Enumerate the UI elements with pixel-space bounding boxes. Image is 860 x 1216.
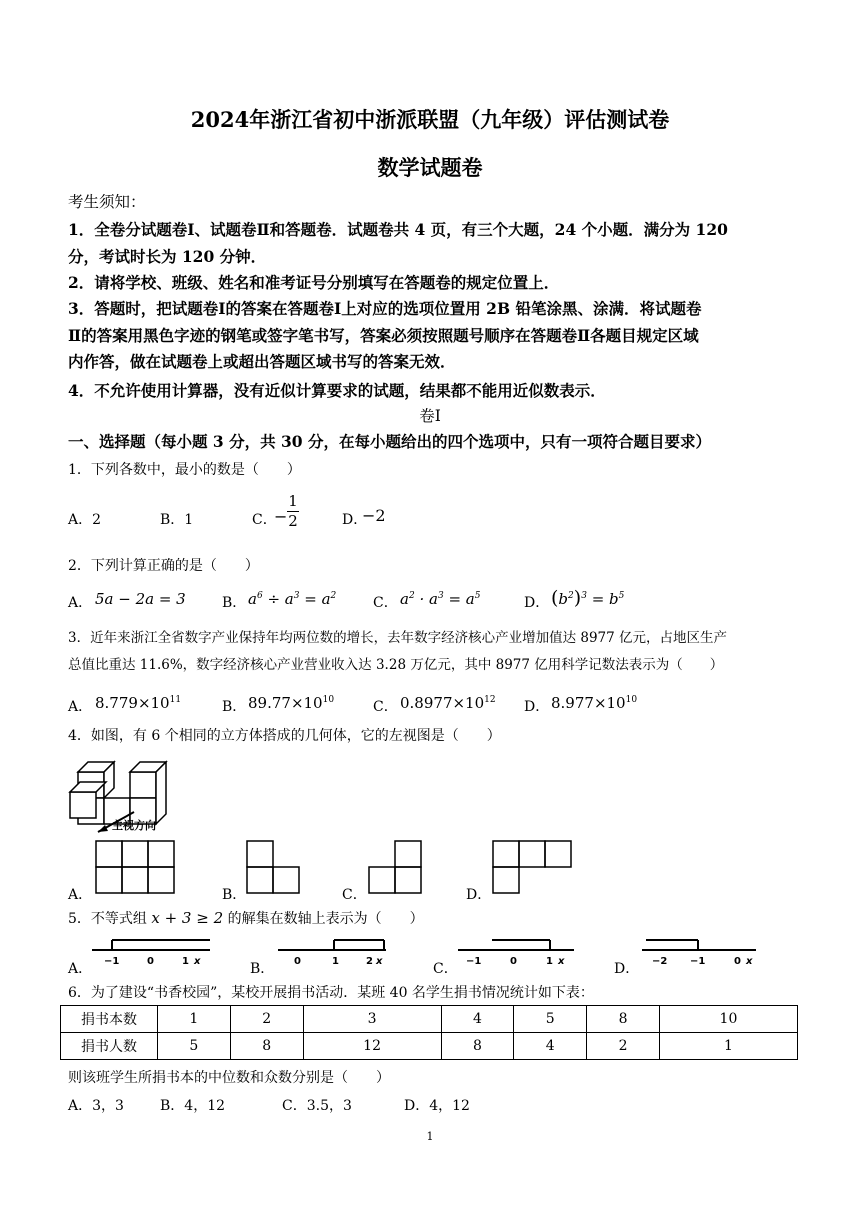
q4-option-a-view xyxy=(95,840,185,896)
table-cell: 4 xyxy=(514,1033,587,1060)
q4-option-c: C． xyxy=(342,887,367,903)
q3-option-a-label: A． xyxy=(68,699,93,715)
q2-option-d-label: D． xyxy=(524,595,550,611)
q4-stem: 4．如图，有 6 个相同的立方体搭成的几何体，它的左视图是（ ） xyxy=(68,728,501,744)
q6-option-d: D．4，12 xyxy=(404,1098,470,1114)
table-cell: 2 xyxy=(587,1033,660,1060)
notice-heading: 考生须知： xyxy=(68,193,146,211)
table-cell: 3 xyxy=(303,1006,441,1033)
table-cell: 8 xyxy=(441,1033,514,1060)
q2-option-c-label: C． xyxy=(373,595,398,611)
q3-option-b-label: B． xyxy=(222,699,247,715)
q6-option-b: B．4，12 xyxy=(160,1098,226,1114)
table-cell: 2 xyxy=(230,1006,303,1033)
q5-option-a-numberline xyxy=(92,934,212,974)
q2-option-d-expr: $(b^2)^3 = b^5$ xyxy=(551,587,625,609)
table-cell: 捐书本数 xyxy=(61,1006,158,1033)
q1-option-d-value: −2 xyxy=(362,506,386,525)
notice-line-5: Ⅱ的答案用黑色字迹的钢笔或签字笔书写，答案必须按照题号顺序在答题卷Ⅱ各题目规定区域 xyxy=(68,326,699,345)
notice-line-1: 1．全卷分试题卷Ⅰ、试题卷Ⅱ和答题卷．试题卷共 4 页，有三个大题，24 个小题．满分为 120 xyxy=(68,220,728,239)
q5-d-tick-2: −1 xyxy=(690,956,706,967)
table-cell: 1 xyxy=(659,1033,797,1060)
notice-line-4: 3．答题时，把试题卷Ⅰ的答案在答题卷Ⅰ上对应的选项位置用 2B 铅笔涂黑、涂满．将试题卷 xyxy=(68,299,702,318)
table-cell: 12 xyxy=(303,1033,441,1060)
q3-option-d-value: $8.977\times 10^{10}$ xyxy=(551,694,638,712)
q3-option-a-value: $8.779\times 10^{11}$ xyxy=(95,694,182,712)
q3-line-1: 3．近年来浙江全省数字产业保持年均两位数的增长，去年数字经济核心产业增加值达 8977 亿元，占地区生产 xyxy=(68,630,728,646)
q5-a-tick-2: 0 xyxy=(147,956,154,967)
q1-c-denominator: 2 xyxy=(288,512,298,530)
q6-stem: 6．为了建设“书香校园”，某校开展捐书活动．某班 40 名学生捐书情况统计如下表： xyxy=(68,985,594,1001)
q3-option-d-label: D． xyxy=(524,699,550,715)
q6-option-a: A．3，3 xyxy=(68,1098,124,1114)
q1-option-c-sign: − xyxy=(274,507,288,526)
q5-b-var: x xyxy=(376,956,383,967)
q5-b-tick-2: 1 xyxy=(332,956,339,967)
q5-c-tick-2: 0 xyxy=(510,956,517,967)
section-heading: 一、选择题（每小题 3 分，共 30 分，在每小题给出的四个选项中，只有一项符合题目要求） xyxy=(68,432,711,451)
q2-option-a-label: A． xyxy=(68,595,93,611)
q5-option-d-numberline xyxy=(642,934,762,974)
q5-d-var: x xyxy=(746,956,753,967)
q5-d-tick-1: −2 xyxy=(652,956,668,967)
notice-line-2: 分，考试时长为 120 分钟． xyxy=(68,247,267,266)
q2-option-b-expr: $a^6 \div a^3 = a^2$ xyxy=(248,590,337,608)
exam-title: 2024年浙江省初中浙派联盟（九年级）评估测试卷 xyxy=(190,107,670,132)
q4-option-a: A． xyxy=(68,887,93,903)
q5-c-tick-3: 1 xyxy=(546,956,553,967)
table-cell: 1 xyxy=(158,1006,231,1033)
exam-subtitle: 数学试题卷 xyxy=(377,155,483,180)
page-number: 1 xyxy=(426,1130,434,1143)
q4-option-d: D． xyxy=(466,887,492,903)
q2-stem: 2．下列计算正确的是（ ） xyxy=(68,558,259,574)
q5-option-d: D． xyxy=(614,961,640,977)
notice-line-6: 内作答，做在试题卷上或超出答题区域书写的答案无效． xyxy=(68,352,456,371)
q1-option-c-fraction xyxy=(287,493,299,530)
q1-option-c-label: C． xyxy=(252,512,277,528)
q3-option-b-value: $89.77\times 10^{10}$ xyxy=(248,694,335,712)
q5-d-tick-3: 0 xyxy=(734,956,741,967)
q5-option-b: B． xyxy=(250,961,275,977)
q1-option-b: B．1 xyxy=(160,512,194,528)
q5-c-tick-1: −1 xyxy=(466,956,482,967)
q2-option-a-expr: 5a − 2a = 3 xyxy=(95,590,186,608)
q1-c-numerator: 1 xyxy=(288,492,298,510)
q4-option-c-view xyxy=(368,840,428,896)
q5-c-var: x xyxy=(558,956,565,967)
q4-option-b: B． xyxy=(222,887,247,903)
q5-a-tick-3: 1 xyxy=(182,956,189,967)
notice-line-3: 2．请将学校、班级、姓名和准考证号分别填写在答题卷的规定位置上． xyxy=(68,273,560,292)
q5-option-c: C． xyxy=(433,961,458,977)
q5-option-b-numberline xyxy=(278,934,398,974)
table-cell: 8 xyxy=(230,1033,303,1060)
table-cell: 8 xyxy=(587,1006,660,1033)
q6-question: 则该班学生所捐书本的中位数和众数分别是（ ） xyxy=(68,1070,390,1086)
table-row xyxy=(61,1033,798,1060)
q1-stem: 1．下列各数中，最小的数是（ ） xyxy=(68,462,301,478)
q3-option-c-label: C． xyxy=(373,699,398,715)
q6-option-c: C．3.5，3 xyxy=(282,1098,352,1114)
q4-option-b-view xyxy=(246,840,306,896)
table-cell: 4 xyxy=(441,1006,514,1033)
q5-b-tick-1: 0 xyxy=(294,956,301,967)
table-cell: 5 xyxy=(514,1006,587,1033)
table-cell: 捐书人数 xyxy=(61,1033,158,1060)
q6-table xyxy=(60,1005,798,1060)
q4-direction-label: 主视方向 xyxy=(112,819,156,832)
table-row xyxy=(61,1006,798,1033)
q3-line-2: 总值比重达 11.6%，数字经济核心产业营业收入达 3.28 万亿元，其中 8977 亿用科学记数法表示为（ ） xyxy=(68,657,724,673)
q5-b-tick-3: 2 xyxy=(366,956,373,967)
table-cell: 10 xyxy=(659,1006,797,1033)
q5-option-a: A． xyxy=(68,961,93,977)
q2-option-c-expr: $a^2 \cdot a^3 = a^5$ xyxy=(400,590,481,608)
q4-option-d-view xyxy=(492,840,576,896)
q5-a-tick-1: −1 xyxy=(104,956,120,967)
table-cell: 5 xyxy=(158,1033,231,1060)
volume-label: 卷Ⅰ xyxy=(419,407,441,425)
q2-option-b-label: B． xyxy=(222,595,247,611)
q5-stem: 5．不等式组 x + 3 ≥ 2 的解集在数轴上表示为（ ） xyxy=(68,909,424,927)
q5-option-c-numberline xyxy=(458,934,578,974)
q5-a-var: x xyxy=(194,956,201,967)
notice-line-7: 4．不允许使用计算器，没有近似计算要求的试题，结果都不能用近似数表示． xyxy=(68,381,606,400)
q1-option-d-label: D． xyxy=(342,512,368,528)
q3-option-c-value: $0.8977\times 10^{12}$ xyxy=(400,694,496,712)
q1-option-a: A．2 xyxy=(68,512,102,528)
